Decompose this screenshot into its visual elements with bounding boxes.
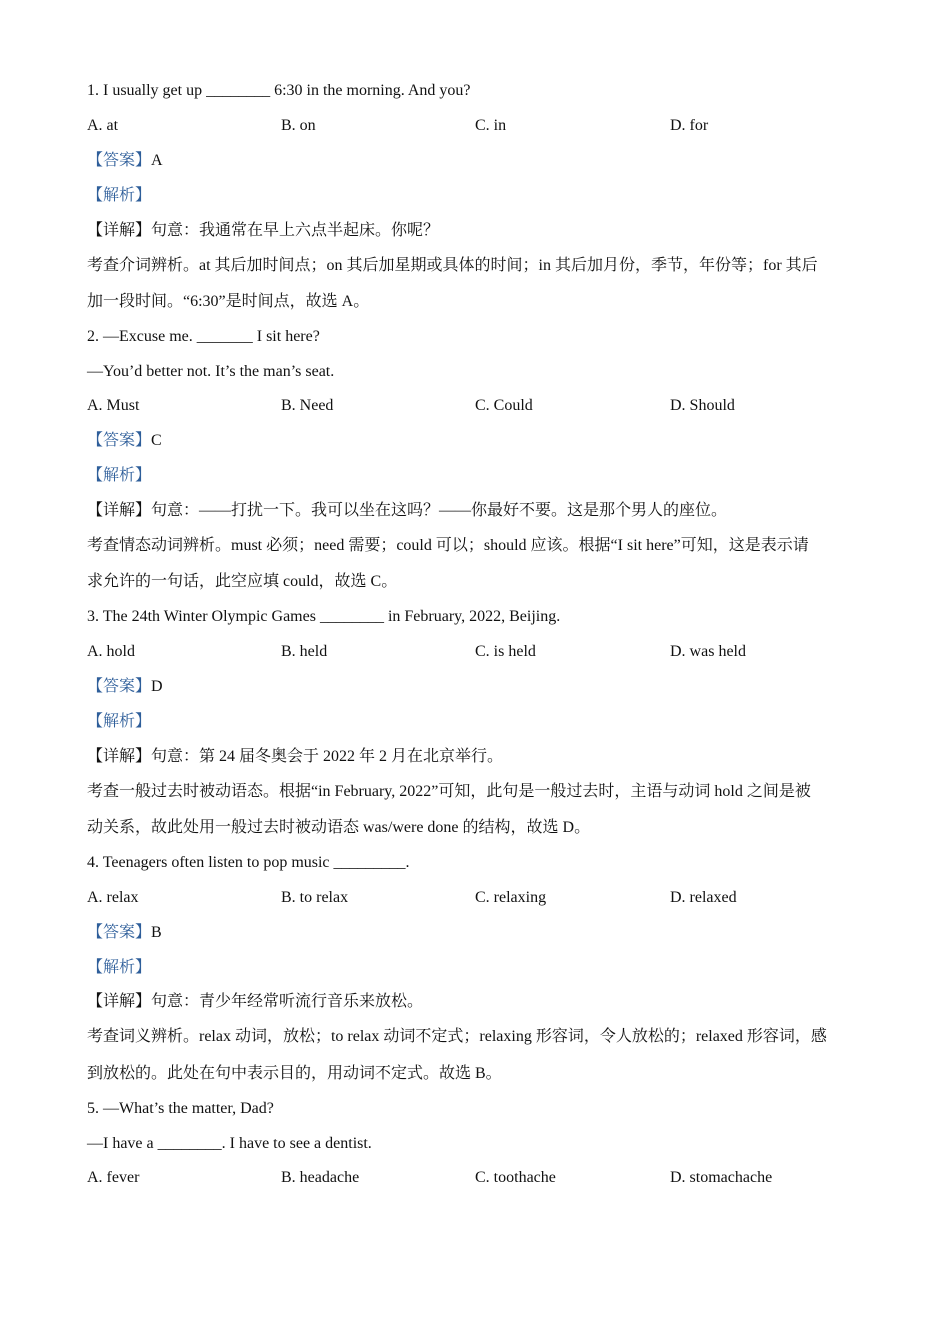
question-stem: 3. The 24th Winter Olympic Games ________ in February, 2022, Beijing. [87,608,561,625]
question-stem: 5. —What’s the matter, Dad? [87,1100,274,1117]
options-row [87,396,867,416]
question-stem-reply: —You’d better not. It’s the man’s seat. [87,363,335,380]
detail-meaning: 句意：第 24 届冬奥会于 2022 年 2 月在北京举行。 [151,748,504,765]
answer-tag: 【答案】 [87,432,152,449]
explanation-line: 到放松的。此处在句中表示目的，用动词不定式。故选 B。 [87,1065,502,1082]
detail-meaning: 句意：我通常在早上六点半起床。你呢？ [151,222,440,239]
options-row [87,116,867,136]
answer-line [87,431,867,451]
question-stem: 1. I usually get up ________ 6:30 in the morning. And you? [87,82,471,99]
detail-line [87,221,867,241]
detail-meaning: 句意：青少年经常听流行音乐来放松。 [151,993,424,1010]
option-a: A. fever [87,1169,140,1186]
explanation-line: 考查情态动词辨析。must 必须；need 需要；could 可以；should 应该。根据“I sit here”可知，这是表示请 [87,537,809,554]
explanation-line: 考查词义辨析。relax 动词，放松；to relax 动词不定式；relaxing 形容词，令人放松的；relaxed 形容词，感 [87,1028,827,1045]
detail-tag: 【详解】 [87,993,152,1010]
option-a: A. Must [87,397,140,414]
question-stem: 4. Teenagers often listen to pop music _________. [87,854,410,871]
analysis-tag: 【解析】 [87,713,152,730]
explanation-line: 加一段时间。“6:30”是时间点，故选 A。 [87,293,370,310]
answer-value: A [151,152,163,169]
option-c: C. toothache [475,1169,556,1186]
answer-value: C [151,432,162,449]
answer-value: D [151,678,163,695]
detail-line [87,992,867,1012]
answer-value: B [151,924,162,941]
option-c: C. Could [475,397,533,414]
options-row [87,1168,867,1188]
question-stem-reply: —I have a ________. I have to see a dentist. [87,1135,372,1152]
option-d: D. for [670,117,709,134]
analysis-tag: 【解析】 [87,467,152,484]
detail-line [87,501,867,521]
option-d: D. relaxed [670,889,737,906]
analysis-tag: 【解析】 [87,187,152,204]
explanation-line: 考查介词辨析。at 其后加时间点；on 其后加星期或具体的时间；in 其后加月份，季节，年份等；for 其后 [87,257,818,274]
option-d: D. was held [670,643,746,660]
analysis-tag: 【解析】 [87,959,152,976]
answer-line [87,677,867,697]
explanation-line: 考查一般过去时被动语态。根据“in February, 2022”可知，此句是一般过去时，主语与动词 hold 之间是被 [87,783,811,800]
option-b: B. on [281,117,316,134]
answer-tag: 【答案】 [87,678,152,695]
detail-tag: 【详解】 [87,502,152,519]
option-b: B. held [281,643,328,660]
options-row [87,888,867,908]
option-b: B. to relax [281,889,349,906]
detail-line [87,747,867,767]
explanation-line: 求允许的一句话，此空应填 could，故选 C。 [87,573,398,590]
option-a: A. relax [87,889,139,906]
options-row [87,642,867,662]
detail-meaning: 句意：——打扰一下。我可以坐在这吗？——你最好不要。这是那个男人的座位。 [151,502,728,519]
option-d: D. Should [670,397,735,414]
answer-tag: 【答案】 [87,924,152,941]
option-c: C. is held [475,643,536,660]
option-c: C. relaxing [475,889,547,906]
option-b: B. Need [281,397,334,414]
answer-line [87,151,867,171]
question-stem: 2. —Excuse me. _______ I sit here? [87,328,320,345]
option-a: A. hold [87,643,135,660]
option-b: B. headache [281,1169,360,1186]
detail-tag: 【详解】 [87,748,152,765]
answer-tag: 【答案】 [87,152,152,169]
answer-line [87,923,867,943]
explanation-line: 动关系，故此处用一般过去时被动语态 was/were done 的结构，故选 D。 [87,819,591,836]
option-a: A. at [87,117,119,134]
option-d: D. stomachache [670,1169,773,1186]
option-c: C. in [475,117,507,134]
detail-tag: 【详解】 [87,222,152,239]
